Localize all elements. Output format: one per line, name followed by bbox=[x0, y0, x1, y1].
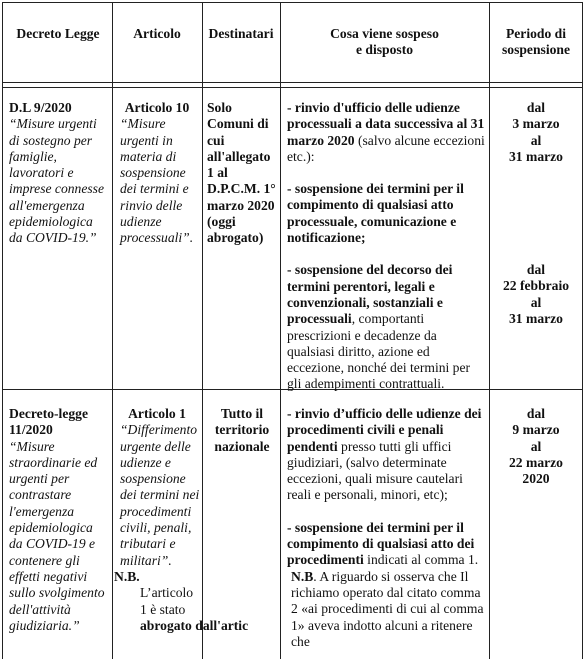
col-border-right bbox=[582, 2, 583, 659]
row2-articolo-nb: N.B. bbox=[114, 568, 140, 584]
row1-periodo-2-line3: al bbox=[530, 294, 542, 310]
row1-periodo-2-line2: 22 febbraio bbox=[502, 278, 570, 294]
table-border-top bbox=[2, 2, 583, 3]
row2-articolo-nb-text: L’articolo 1 è stato bbox=[140, 585, 194, 617]
row1-periodo-2-line1: dal bbox=[526, 262, 546, 277]
row2-cosa-item1 bbox=[287, 406, 485, 504]
row1-periodo-2-line4: 31 marzo bbox=[509, 310, 563, 326]
header-divider bbox=[2, 82, 583, 88]
row2-decreto-desc: “Misure straordinarie ed urgenti per contrastare l'emergenza epidemiologica da COVID-19 e contenere gli effetti negativi sullo svolgimento dell'attività giudiziaria.” bbox=[9, 438, 105, 633]
header-periodo bbox=[491, 26, 581, 59]
row1-cosa-item3-bold: - sospensione del decorso dei termini perentori, legali e convenzionali, sostanziali e processuali bbox=[287, 262, 453, 327]
row2-cosa-item2 bbox=[287, 520, 485, 569]
row2-cosa-item2-bold: - sospensione dei termini per il compimento di qualsiasi atto dei procedimenti bbox=[287, 519, 475, 568]
row2-periodo-line5: 2020 bbox=[522, 471, 550, 487]
row2-cosa-item3-nb: N.B bbox=[291, 568, 314, 584]
row1-articolo bbox=[114, 100, 200, 247]
row1-cosa-item1-bold: - rinvio d'ufficio delle udienze processuali a data successiva al 31 marzo 2020 bbox=[287, 100, 485, 148]
row1-periodo-2 bbox=[491, 262, 581, 327]
header-periodo-line1: Periodo di bbox=[505, 26, 567, 41]
header-cosa bbox=[282, 26, 487, 59]
row1-articolo-desc: “Misure urgenti in materia di sospensione dei termini e rinvio delle udienze processuali”. bbox=[120, 116, 194, 246]
row2-periodo bbox=[491, 406, 581, 487]
header-cosa-line2: e disposto bbox=[355, 42, 414, 58]
row2-articolo-desc: “Differimento urgente delle udienze e sospensione dei termini nei procedimenti civili, penali, tributari e militari”. bbox=[120, 422, 200, 568]
row1-articolo-title: Articolo 10 bbox=[124, 100, 190, 115]
row1-decreto bbox=[9, 100, 109, 247]
header-cosa-line1: Cosa viene sospeso bbox=[330, 26, 439, 41]
row2-periodo-line4: 22 marzo bbox=[509, 454, 563, 470]
row2-cosa-item2-rest: indicati al comma 1. bbox=[363, 552, 479, 568]
col-divider-3 bbox=[280, 2, 281, 659]
row1-cosa-item1 bbox=[287, 100, 485, 165]
header-decreto: Decreto Legge bbox=[16, 26, 100, 41]
row1-cosa-item2: - sospensione dei termini per il compimento di qualsiasi atto processuale, comunicazione e notificazione; bbox=[287, 181, 464, 246]
row2-decreto bbox=[9, 406, 109, 634]
row1-periodo-1-line1: dal bbox=[526, 100, 546, 115]
row1-cosa bbox=[287, 100, 485, 393]
row1-periodo-1-line4: 31 marzo bbox=[509, 148, 563, 164]
row2-cosa-item1-bold: - rinvio d’ufficio delle udienze dei procedimenti civili e penali pendenti bbox=[287, 406, 482, 454]
col-divider-2 bbox=[202, 2, 203, 659]
row1-periodo-1-line3: al bbox=[530, 132, 542, 148]
row1-periodo-1-line2: 3 marzo bbox=[512, 116, 560, 132]
row2-destinatari: Tutto il territorio nazionale bbox=[214, 406, 270, 454]
row1-cosa-item3 bbox=[287, 262, 485, 392]
row2-decreto-title: Decreto-legge 11/2020 bbox=[9, 406, 88, 438]
row2-cosa-item3-text: . A riguardo si osserva che Il richiamo operato dal citato comma 2 «ai procedimenti di cui al comma 1» aveva indotto alcuni a ritenere che bbox=[291, 568, 484, 649]
row2-cosa bbox=[287, 406, 485, 650]
header-articolo: Articolo bbox=[133, 26, 181, 41]
row2-articolo-title: Articolo 1 bbox=[128, 406, 186, 421]
suspension-table bbox=[2, 2, 583, 659]
col-divider-4 bbox=[489, 2, 490, 659]
row1-cosa-item3-rest: , comportanti prescrizioni e decadenze da qualsiasi diritto, azione ed eccezione, nonché dei termini per gli adempimenti contrattuali. bbox=[287, 311, 471, 392]
row1-decreto-desc: “Misure urgenti di sostegno per famiglie, lavoratori e imprese connesse all'emergenza epidemiologica da COVID-19.” bbox=[9, 116, 105, 246]
row2-periodo-line1: dal bbox=[526, 406, 546, 421]
col-divider-1 bbox=[112, 2, 113, 659]
header-destinatari: Destinatari bbox=[208, 26, 274, 41]
row1-cosa-item1-rest: (salvo alcune eccezioni etc.): bbox=[287, 132, 485, 164]
row1-destinatari: Solo Comuni di cui all'allegato 1 al D.P.C.M. 1° marzo 2020 (oggi abrogato) bbox=[207, 100, 276, 246]
col-border-left bbox=[2, 2, 3, 659]
row2-periodo-line2: 9 marzo bbox=[512, 422, 560, 438]
row2-cosa-item3 bbox=[287, 569, 485, 650]
row2-articolo-nb-bold: abrogato dall'artic bbox=[140, 617, 249, 633]
row2-periodo-line3: al bbox=[530, 438, 542, 454]
row2-cosa-item1-rest: presso tutti gli uffici giudiziari, (salvo determinate eccezioni, quali misure cautelari reali e personali, minori, etc); bbox=[287, 438, 463, 503]
row1-periodo-1 bbox=[491, 100, 581, 165]
row1-decreto-title: D.L 9/2020 bbox=[9, 100, 72, 115]
header-periodo-line2: sospensione bbox=[502, 42, 570, 58]
